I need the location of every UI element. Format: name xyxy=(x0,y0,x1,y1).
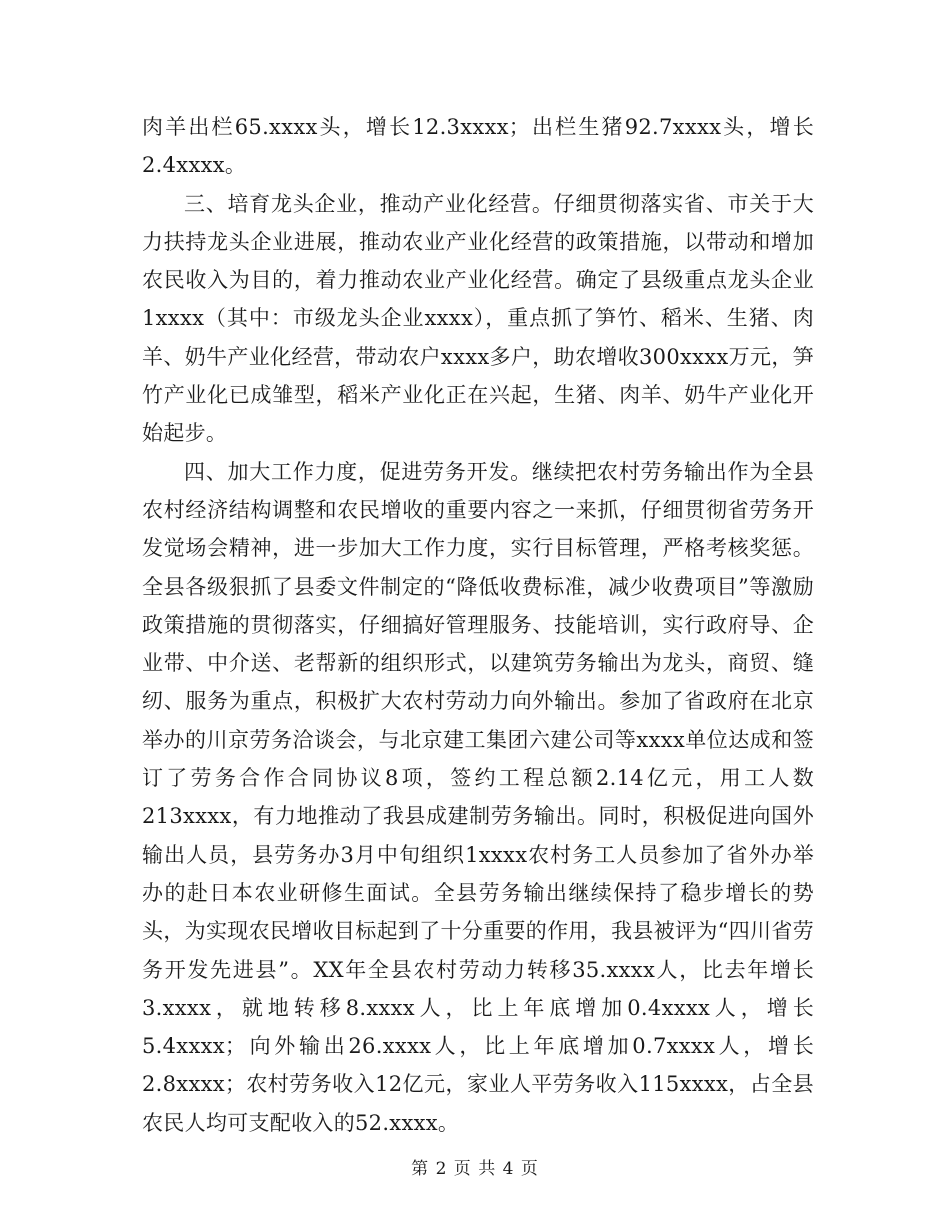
document-body xyxy=(142,108,814,1142)
paragraph-labor-development: 四、加大工作力度，促进劳务开发。继续把农村劳务输出作为全县农村经济结构调整和农民增收的重要内容之一来抓，仔细贯彻省劳务开发觉场会精神，进一步加大工作力度，实行目标管理，严格考核奖惩。全县各级狠抓了县委文件制定的“降低收费标准，减少收费项目”等激励政策措施的贯彻落实，仔细搞好管理服务、技能培训，实行政府导、企业带、中介送、老帮新的组织形式，以建筑劳务输出为龙头，商贸、缝纫、服务为重点，积极扩大农村劳动力向外输出。参加了省政府在北京举办的川京劳务洽谈会，与北京建工集团六建公司等xxxx单位达成和签订了劳务合作合同协议8项，签约工程总额2.14亿元，用工人数213xxxx，有力地推动了我县成建制劳务输出。同时，积极促进向国外输出人员，县劳务办3月中旬组织1xxxx农村务工人员参加了省外办举办的赴日本农业研修生面试。全县劳务输出继续保持了稳步增长的势头，为实现农民增收目标起到了十分重要的作用，我县被评为“四川省劳务开发先进县”。XX年全县农村劳动力转移35.xxxx人，比去年增长3.xxxx，就地转移8.xxxx人，比上年底增加0.4xxxx人，增长5.4xxxx；向外输出26.xxxx人，比上年底增加0.7xxxx人，增长2.8xxxx；农村劳务收入12亿元，家业人平劳务收入115xxxx，占全县农民人均可支配收入的52.xxxx。 xyxy=(142,459,814,1135)
paragraph-leading-enterprises: 三、培育龙头企业，推动产业化经营。仔细贯彻落实省、市关于大力扶持龙头企业进展，推动农业产业化经营的政策措施，以带动和增加农民收入为目的，着力推动农业产业化经营。确定了县级重点龙头企业1xxxx（其中：市级龙头企业xxxx），重点抓了笋竹、稻米、生猪、肉羊、奶牛产业化经营，带动农户xxxx多户，助农增收300xxxx万元，笋竹产业化已成雏型，稻米产业化正在兴起，生猪、肉羊、奶牛产业化开始起步。 xyxy=(142,191,814,446)
page-footer: 第 2 页 共 4 页 xyxy=(411,1159,539,1179)
paragraph-livestock-output: 肉羊出栏65.xxxx头，增长12.3xxxx；出栏生猪92.7xxxx头，增长2.4xxxx。 xyxy=(142,115,814,178)
